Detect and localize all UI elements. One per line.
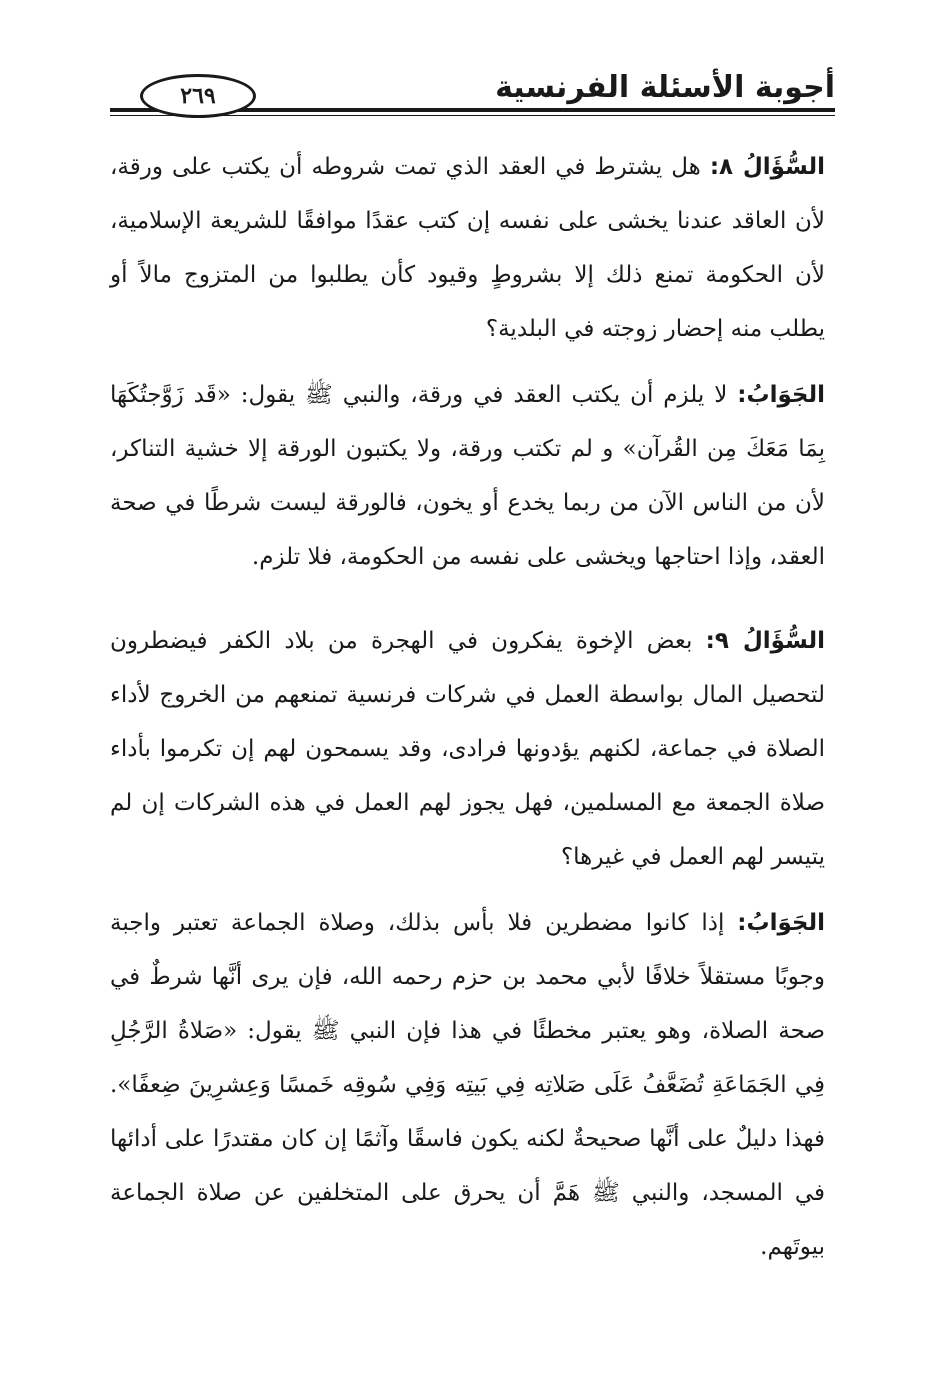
answer-text: لا يلزم أن يكتب العقد في ورقة، والنبي ﷺ يقول: «قَد زَوَّجتُكَهَا بِمَا مَعَكَ مِن القُرآن» و لم تكتب ورقة، ولا يكتبون الورقة إلا خشية التناكر، لأن من الناس الآن من ربما يخدع أو يخون، فالورقة ليست شرطًا في صحة العقد، وإذا احتاجها ويخشى على نفسه من الحكومة، فلا تلزم. [110,382,825,570]
page-content [110,140,825,1286]
book-title: أجوبة الأسئلة الفرنسية [495,70,835,105]
answer-label: الجَوَابُ: [737,382,825,408]
answer-text: إذا كانوا مضطرين فلا بأس بذلك، وصلاة الجماعة تعتبر واجبة وجوبًا مستقلاً خلافًا لأبي محمد بن حزم رحمه الله، فإن يرى أنَّها شرطٌ في صحة الصلاة، وهو يعتبر مخطئًا في هذا فإن النبي ﷺ يقول: «صَلاةُ الرَّجُلِ فِي الجَمَاعَةِ تُضَعَّفُ عَلَى صَلاتِه فِي بَيتِه وَفِي سُوقِه خَمسًا وَعِشرِينَ ضِعفًا». فهذا دليلٌ على أنَّها صحيحةٌ لكنه يكون فاسقًا وآثمًا إن كان مقتدرًا على أدائها في المسجد، والنبي ﷺ هَمَّ أن يحرق على المتخلفين عن صلاة الجماعة بيوتَهم. [110,910,825,1260]
page-number-badge [140,74,256,118]
question-text: هل يشترط في العقد الذي تمت شروطه أن يكتب على ورقة، لأن العاقد عندنا يخشى على نفسه إن كتب عقدًا موافقًا للشريعة الإسلامية، لأن الحكومة تمنع ذلك إلا بشروطٍ وقيود كأن يطلبوا من المتزوج مالاً أو يطلب منه إحضار زوجته في البلدية؟ [110,154,825,342]
question-9 [110,614,825,884]
page-header [110,60,835,120]
answer-8 [110,368,825,584]
answer-label: الجَوَابُ: [737,910,826,936]
question-8 [110,140,825,356]
question-label: السُّؤَالُ ٩: [705,628,825,654]
page-number: ٢٦٩ [180,83,216,109]
answer-9 [110,896,825,1274]
question-text: بعض الإخوة يفكرون في الهجرة من بلاد الكفر فيضطرون لتحصيل المال بواسطة العمل في شركات فرنسية تمنعهم من الخروج لأداء الصلاة في جماعة، لكنهم يؤدونها فرادى، وقد يسمحون لهم إن تكرموا بأداء صلاة الجمعة مع المسلمين، فهل يجوز لهم العمل في هذه الشركات إن لم يتيسر لهم العمل في غيرها؟ [110,628,825,870]
question-label: السُّؤَالُ ٨: [709,154,825,180]
